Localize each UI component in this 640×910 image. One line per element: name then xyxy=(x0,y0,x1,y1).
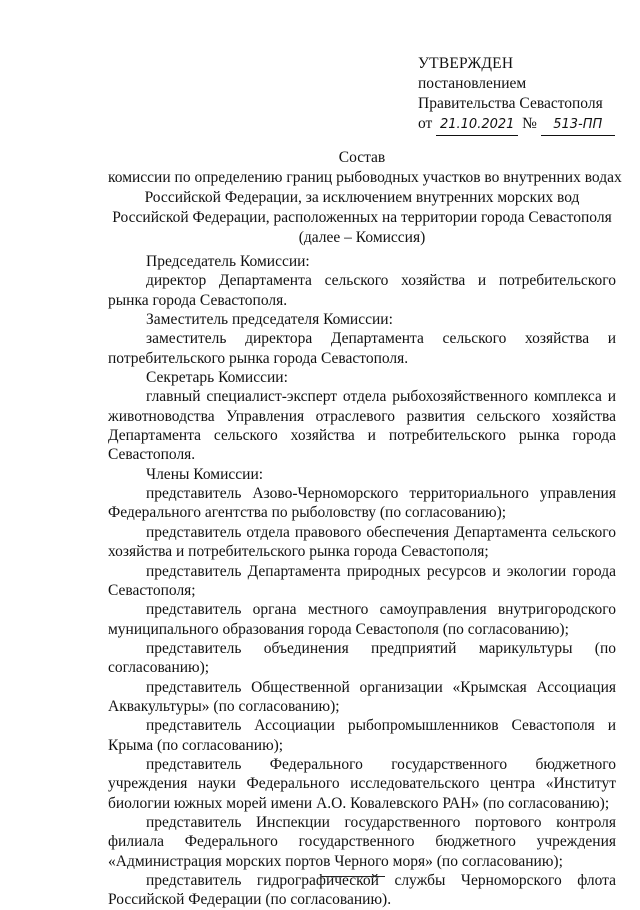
member-entry: заместитель директора Департамента сельского хозяйства и потребительского рынка города Севастополя. xyxy=(108,330,616,367)
heading-line: (далее – Комиссия) xyxy=(298,229,426,246)
member-entry: представитель Департамента природных ресурсов и экологии города Севастополя; xyxy=(108,562,616,599)
member-entry: директор Департамента сельского хозяйства и потребительского рынка города Севастополя. xyxy=(108,272,616,309)
member-entry: представитель объединения предприятий марикультуры (по согласованию); xyxy=(108,639,616,677)
section-label: Члены Комиссии: xyxy=(146,465,264,483)
approval-number: 513-ПП xyxy=(541,115,615,136)
heading-line: Российской Федерации, расположенных на территории города Севастополя xyxy=(112,209,612,226)
section-label: Заместитель председателя Комиссии: xyxy=(146,311,393,329)
member-entry: представитель отдела правового обеспечения Департамента сельского хозяйства и потребительского рынка города Севастополя; xyxy=(108,523,616,561)
approval-date-line xyxy=(418,114,615,136)
member-entry: представитель Ассоциации рыбопромышленников Севастополя и Крыма (по согласованию); xyxy=(108,717,616,754)
section-label: Председатель Комиссии: xyxy=(146,253,310,270)
member-entry: представитель Инспекции государственного портового контроля филиала Федерального государственного бюджетного учреждения «Администрация морских портов Черного моря» (по согласованию); xyxy=(108,813,616,870)
member-entry: представитель Общественной организации «Крымская Ассоциация Аквакультуры» (по согласованию); xyxy=(108,678,616,715)
approval-stamp xyxy=(418,54,615,136)
approval-prefix: от xyxy=(418,115,433,132)
closing-divider xyxy=(321,876,385,877)
commission-members xyxy=(108,252,616,910)
approval-number-label: № xyxy=(522,115,537,132)
approval-title: УТВЕРЖДЕН xyxy=(418,55,514,72)
document-heading xyxy=(108,148,622,248)
member-entry: представитель Азово-Черноморского территориального управления Федерального агентства по рыболовству (по согласованию); xyxy=(108,485,616,522)
approval-date: 21.10.2021 xyxy=(436,115,518,136)
heading-line: комиссии по определению границ рыбоводных участков во внутренних водах xyxy=(108,169,622,186)
member-entry: представитель гидрографической службы Черноморского флота Российской Федерации (по согласованию). xyxy=(108,872,616,909)
heading-title: Состав xyxy=(338,149,386,166)
member-entry: представитель Федерального государственного бюджетного учреждения науки Федерального исследовательского центра «Институт биологии южных морей имени А.О. Ковалевского РАН» (по согласованию); xyxy=(108,755,616,812)
heading-line: Российской Федерации, за исключением внутренних морских вод xyxy=(144,189,580,206)
approval-line-decree: постановлением xyxy=(418,75,527,92)
approval-line-government: Правительства Севастополя xyxy=(418,95,603,112)
member-entry: представитель органа местного самоуправления внутригородского муниципального образования города Севастополя (по согласованию); xyxy=(108,601,616,638)
section-label: Секретарь Комиссии: xyxy=(146,369,288,387)
member-entry: главный специалист-эксперт отдела рыбохозяйственного комплекса и животноводства Управления отраслевого развития сельского хозяйства Департамента сельского хозяйства и потребительского рынка города Севастополя. xyxy=(108,388,616,464)
